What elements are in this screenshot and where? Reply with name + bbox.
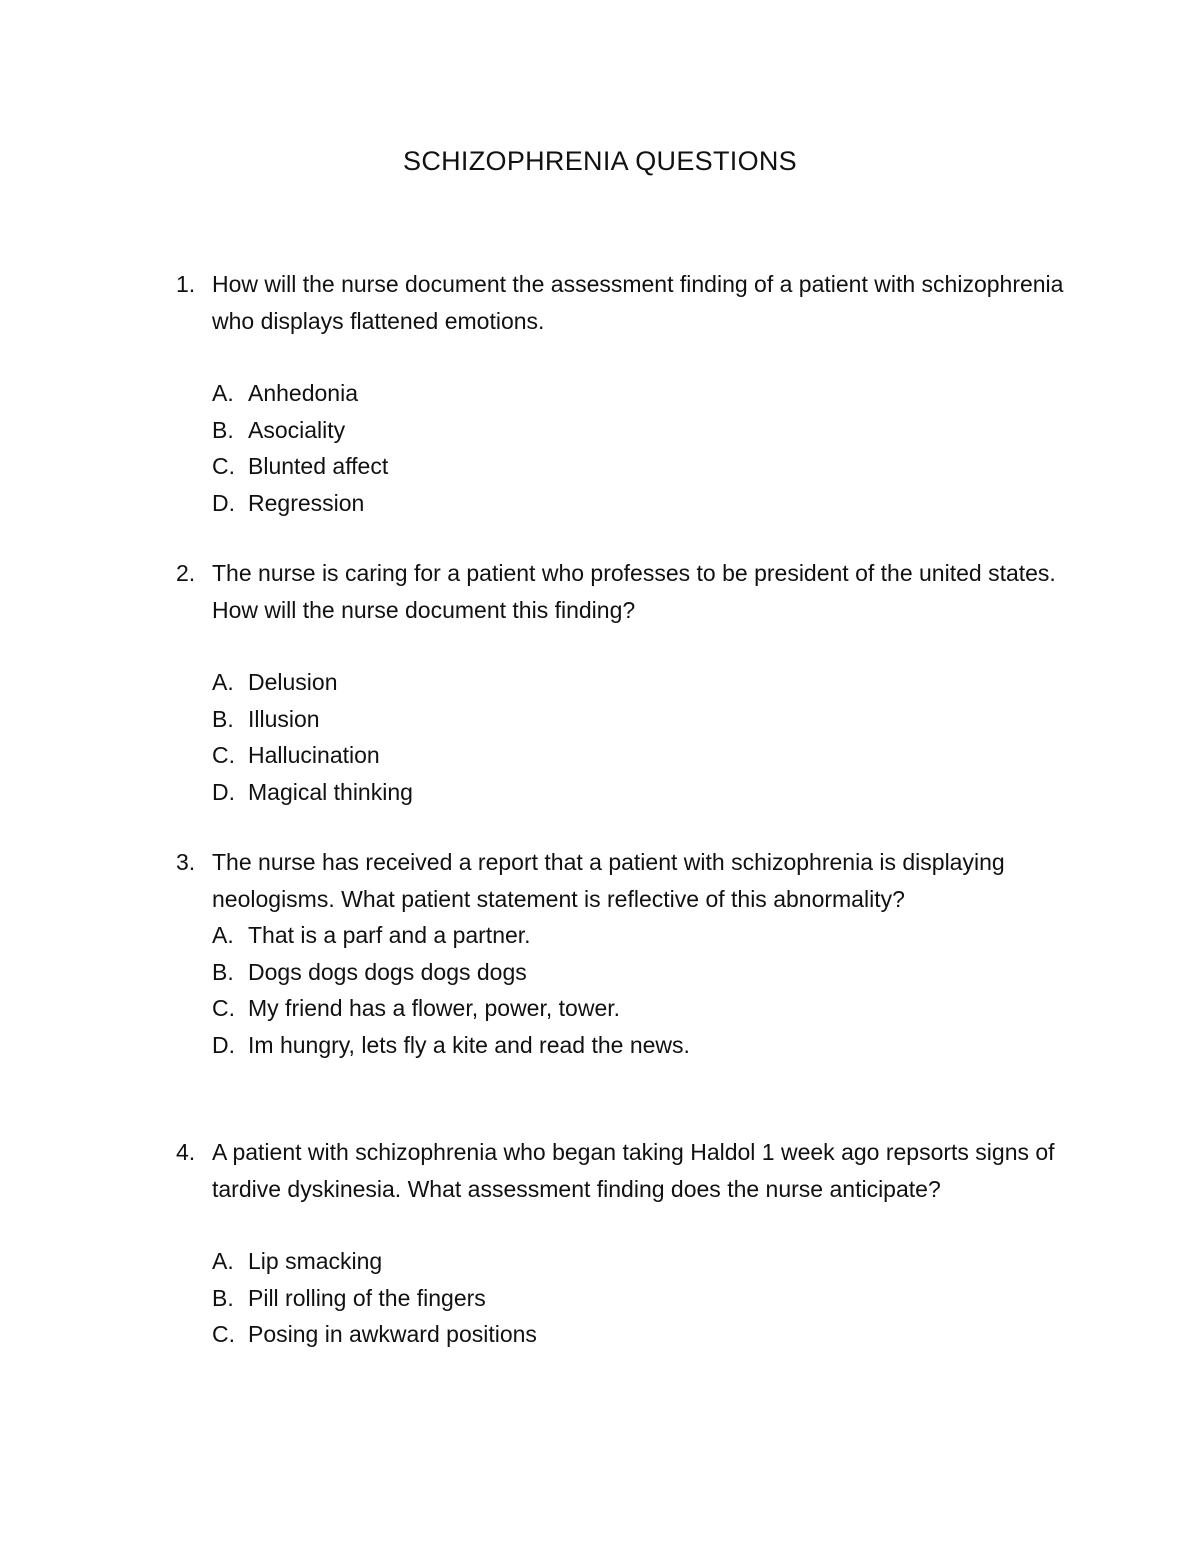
option-letter: C.	[212, 453, 235, 479]
option-c	[212, 737, 1076, 774]
option-d	[212, 485, 1076, 522]
option-text: Blunted affect	[248, 453, 389, 479]
option-letter: C.	[212, 995, 235, 1021]
option-d	[212, 1027, 1076, 1064]
option-list	[212, 1243, 1076, 1353]
option-letter: B.	[212, 416, 234, 443]
option-a	[212, 1243, 1076, 1280]
option-text: Posing in awkward positions	[248, 1321, 537, 1347]
option-letter: A.	[212, 669, 234, 695]
option-b	[212, 701, 1076, 738]
option-letter: A.	[212, 380, 234, 406]
option-letter: D.	[212, 1031, 235, 1058]
option-list	[212, 375, 1076, 521]
option-d	[212, 774, 1076, 811]
option-list	[212, 664, 1076, 810]
option-b	[212, 412, 1076, 449]
question-number: 1.	[176, 271, 196, 297]
option-list	[212, 917, 1076, 1063]
option-text: Regression	[248, 489, 365, 516]
option-text: Delusion	[248, 669, 338, 695]
option-letter: C.	[212, 1321, 235, 1347]
page-title: SCHIZOPHRENIA QUESTIONS	[403, 146, 797, 176]
question-text: How will the nurse document the assessment finding of a patient with schizophrenia who displays flattened emotions.	[212, 271, 1064, 334]
option-letter: A.	[212, 922, 234, 948]
option-letter: C.	[212, 742, 235, 768]
option-a	[212, 375, 1076, 412]
question-1	[176, 266, 1076, 521]
option-text: Dogs dogs dogs dogs dogs	[248, 958, 527, 985]
question-text: The nurse is caring for a patient who professes to be president of the united states. How will the nurse document this finding?	[212, 560, 1056, 623]
option-text: Anhedonia	[248, 380, 358, 406]
option-text: Illusion	[248, 705, 320, 732]
option-letter: B.	[212, 958, 234, 985]
question-4	[176, 1134, 1076, 1353]
option-c	[212, 1316, 1076, 1353]
option-a	[212, 917, 1076, 954]
question-text: A patient with schizophrenia who began taking Haldol 1 week ago repsorts signs of tardive dyskinesia. What assessment finding does the nurse anticipate?	[212, 1139, 1055, 1202]
question-3	[176, 844, 1076, 1063]
option-text: Hallucination	[248, 742, 380, 768]
option-letter: B.	[212, 1284, 234, 1311]
option-text: Magical thinking	[248, 778, 413, 805]
question-2	[176, 555, 1076, 810]
option-text: Pill rolling of the fingers	[248, 1284, 486, 1311]
question-number: 2.	[176, 560, 196, 586]
option-b	[212, 954, 1076, 991]
question-number: 4.	[176, 1139, 196, 1165]
option-b	[212, 1280, 1076, 1317]
option-letter: D.	[212, 489, 235, 516]
option-text: Im hungry, lets fly a kite and read the news.	[248, 1031, 690, 1058]
option-text: My friend has a flower, power, tower.	[248, 995, 621, 1021]
option-text: Asociality	[248, 416, 346, 443]
option-text: That is a parf and a partner.	[248, 922, 531, 948]
option-c	[212, 448, 1076, 485]
option-a	[212, 664, 1076, 701]
option-letter: D.	[212, 778, 235, 805]
question-text: The nurse has received a report that a patient with schizophrenia is displaying neologisms. What patient statement is reflective of this abnormality?	[212, 849, 1005, 912]
question-number: 3.	[176, 849, 196, 875]
option-letter: A.	[212, 1248, 234, 1274]
option-text: Lip smacking	[248, 1248, 383, 1274]
option-letter: B.	[212, 705, 234, 732]
option-c	[212, 990, 1076, 1027]
